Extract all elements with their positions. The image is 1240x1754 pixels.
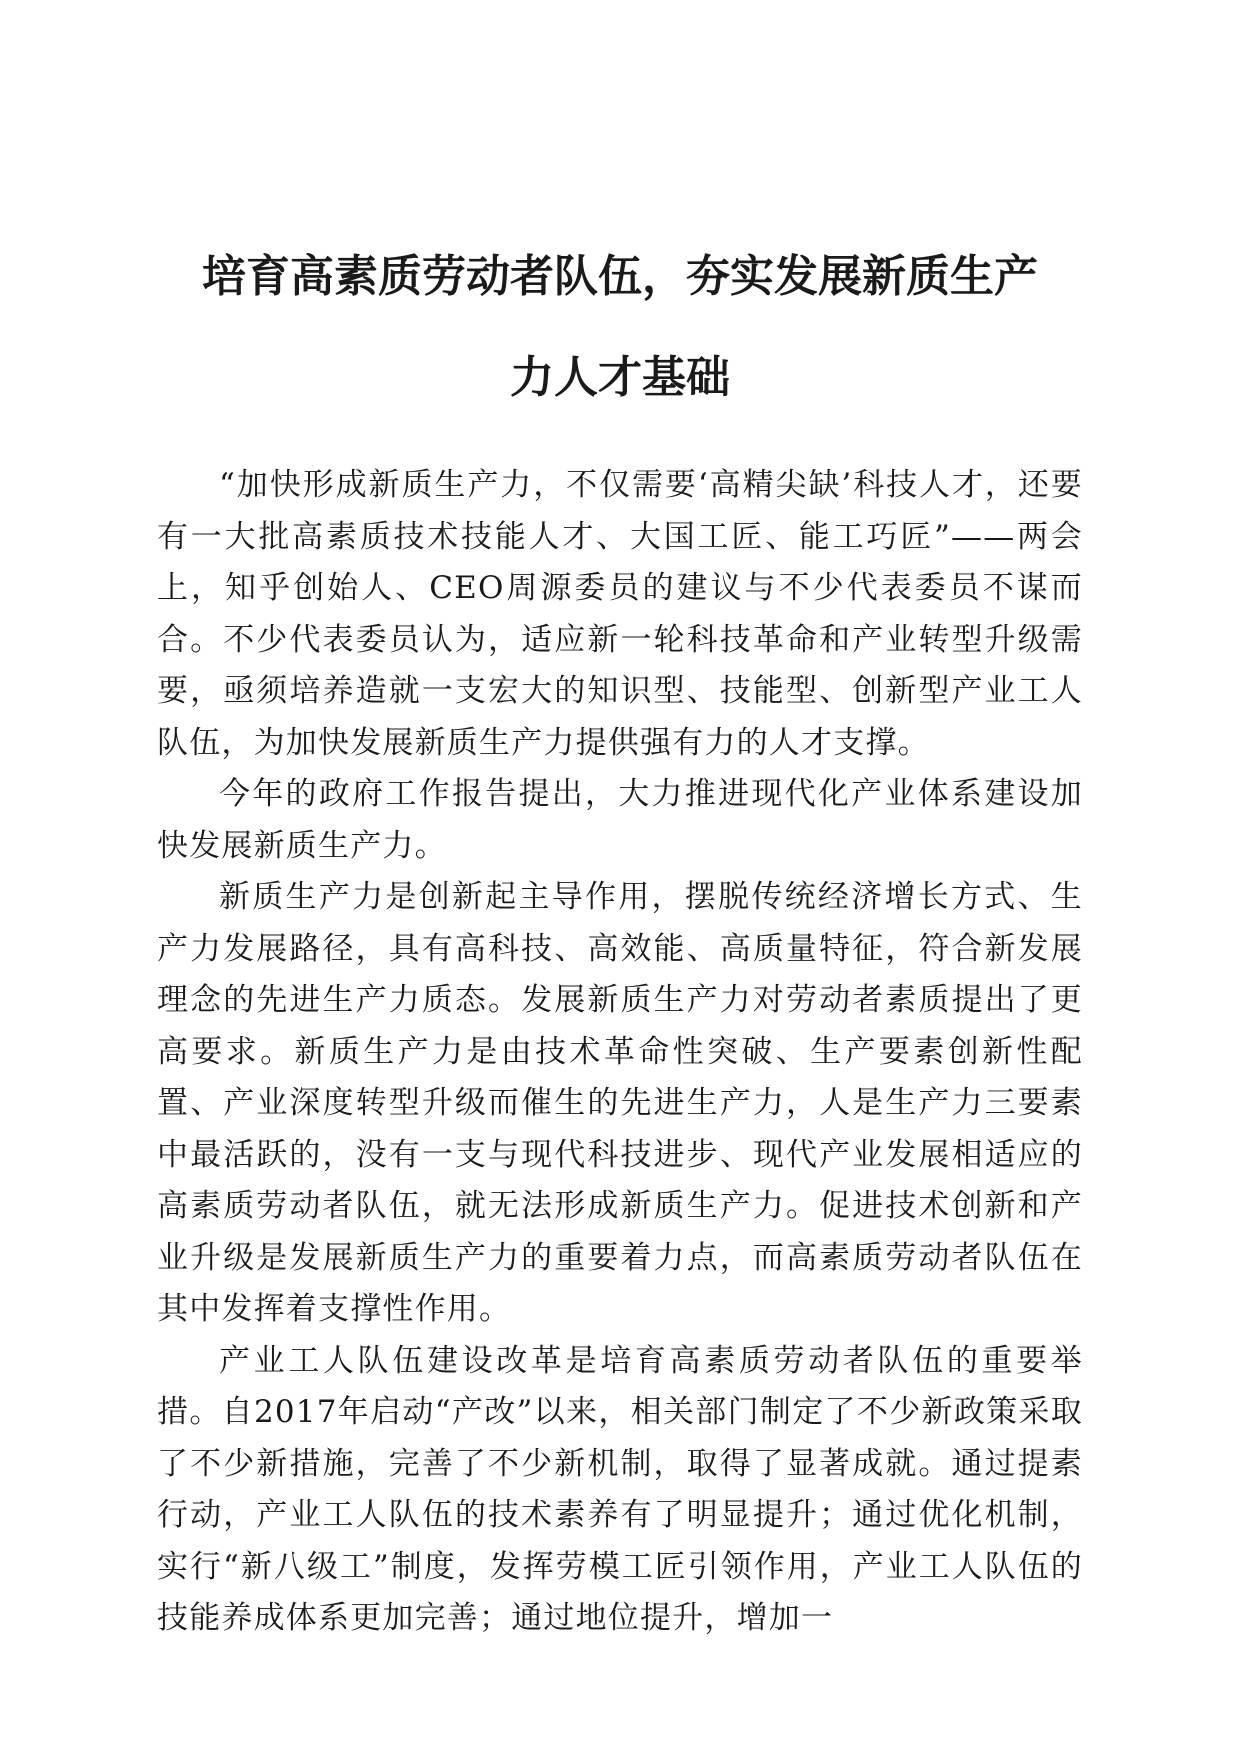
paragraph-1: “加快形成新质生产力，不仅需要‘高精尖缺’科技人才，还要有一大批高素质技术技能人才、大国工匠、能工巧匠”——两会上，知乎创始人、CEO周源委员的建议与不少代表委员不谋而合。不少代表委员认为，适应新一轮科技革命和产业转型升级需要，亟须培养造就一支宏大的知识型、技能型、创新型产业工人队伍，为加快发展新质生产力提供强有力的人才支撑。	[157, 467, 1083, 761]
paragraph-2: 今年的政府工作报告提出，大力推进现代化产业体系建设加快发展新质生产力。	[157, 776, 1083, 864]
document-title-line-1: 培育高素质劳动者队伍，夯实发展新质生产	[202, 251, 1038, 302]
document-body	[157, 460, 1083, 1645]
document-title-line-2: 力人才基础	[510, 352, 730, 403]
paragraph-4: 产业工人队伍建设改革是培育高素质劳动者队伍的重要举措。自2017年启动“产改”以来，相关部门制定了不少新政策采取了不少新措施，完善了不少新机制，取得了显著成就。通过提素行动，产业工人队伍的技术素养有了明显提升；通过优化机制，实行“新八级工”制度，发挥劳模工匠引领作用，产业工人队伍的技能养成体系更加完善；通过地位提升，增加一	[157, 1342, 1083, 1636]
paragraph-3: 新质生产力是创新起主导作用，摆脱传统经济增长方式、生产力发展路径，具有高科技、高效能、高质量特征，符合新发展理念的先进生产力质态。发展新质生产力对劳动者素质提出了更高要求。新质生产力是由技术革命性突破、生产要素创新性配置、产业深度转型升级而催生的先进生产力，人是生产力三要素中最活跃的，没有一支与现代科技进步、现代产业发展相适应的高素质劳动者队伍，就无法形成新质生产力。促进技术创新和产业升级是发展新质生产力的重要着力点，而高素质劳动者队伍在其中发挥着支撑性作用。	[157, 879, 1083, 1327]
